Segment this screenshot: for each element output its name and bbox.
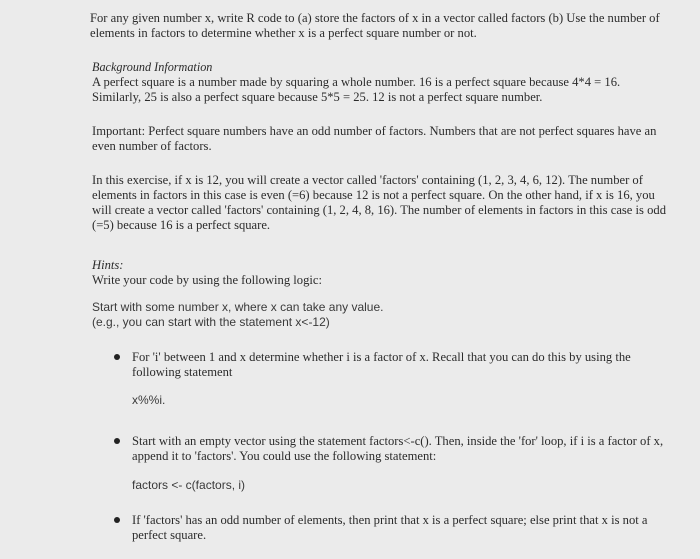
hint-item (92, 350, 672, 408)
hint-code: x%%i. (132, 393, 166, 407)
start-line-2: (e.g., you can start with the statement x<-12) (92, 315, 330, 329)
start-line-1: Start with some number x, where x can take any value. (92, 300, 384, 314)
bullet-icon (114, 517, 120, 523)
intro-paragraph: For any given number x, write R code to (a) store the factors of x in a vector called factors (b) Use the number of elements in factors to determine whether x is a perfect square number or not. (90, 11, 660, 40)
background-title: Background Information (92, 60, 213, 74)
bullet-icon (114, 438, 120, 444)
exercise-paragraph: In this exercise, if x is 12, you will create a vector called 'factors' containing (1, 2, 3, 4, 6, 12). The number of elements in factors in this case is even (=6) because 12 is not a perfect square. On the other hand, if x is 16, you will create a vector called 'factors' containing (1, 2, 4, 8, 16). The number of elements in factors in this case is odd (=5) because 16 is a perfect square. (92, 173, 666, 232)
bullet-icon (114, 354, 120, 360)
important-paragraph: Important: Perfect square numbers have an odd number of factors. Numbers that are not perfect squares have an even number of factors. (92, 124, 657, 153)
hint-item (92, 513, 672, 543)
hint-text: Start with an empty vector using the statement factors<-c(). Then, inside the 'for' loop, if i is a factor of x, append it to 'factors'. You could use the following statement: (132, 434, 664, 463)
hint-list (92, 350, 672, 543)
start-statement (92, 300, 672, 330)
hint-item (92, 434, 672, 493)
hints-title: Hints: (92, 258, 124, 272)
background-paragraph: A perfect square is a number made by squaring a whole number. 16 is a perfect square because 4*4 = 16. Similarly, 25 is also a perfect square because 5*5 = 25. 12 is not a perfect square number. (92, 75, 621, 104)
hint-text: For 'i' between 1 and x determine whether i is a factor of x. Recall that you can do this by using the following statement (132, 350, 631, 379)
hint-text: If 'factors' has an odd number of elements, then print that x is a perfect square; else print that x is not a perfect square. (132, 513, 648, 542)
hint-code: factors <- c(factors, i) (132, 478, 246, 492)
hints-intro: Write your code by using the following logic: (92, 273, 322, 287)
